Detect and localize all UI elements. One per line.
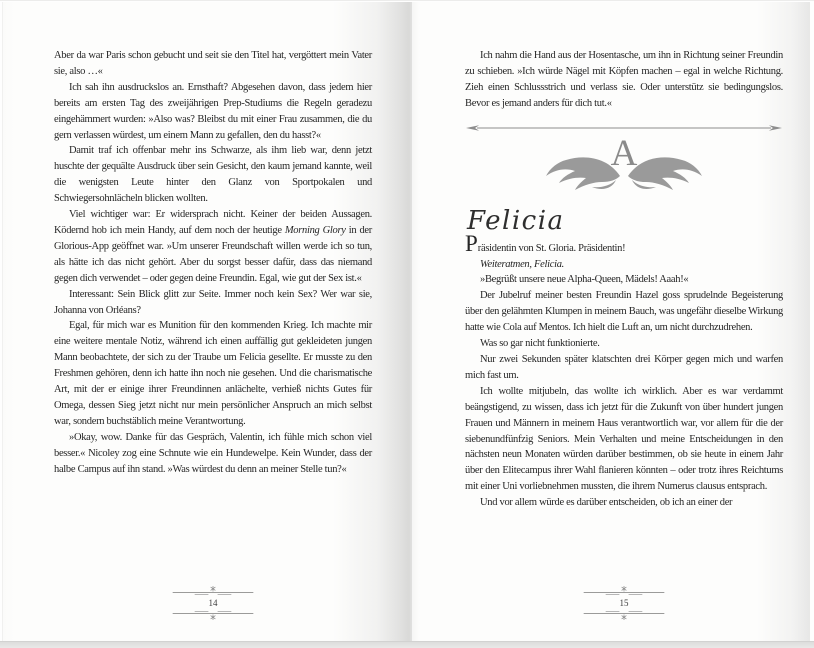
right-page-body xyxy=(465,257,783,512)
right-page-text xyxy=(465,48,783,511)
paragraph: Viel wichtiger war: Er widersprach nicht. Keiner der beiden Aussagen. Ködernd hob ich mein Handy, auf dem noch der heutige Morning Glory in der Glorious-App geöffnet war. »Um unserer Freundschaft willen werde ich so tun, als hätte ich das nicht gehört. Aber du sorgst besser dafür, dass das niemand gegen dich verwendet – oder gegen deine Freundin. Egal, wie gut der Sex ist.« xyxy=(54,209,372,284)
paragraph: Weiteratmen, Felicia. xyxy=(480,258,564,270)
chapter-heading: Felicia xyxy=(467,205,565,236)
paragraph: »Begrüßt unsere neue Alpha-Queen, Mädels! Aaah!« xyxy=(480,274,689,286)
paragraph: Ich sah ihn ausdruckslos an. Ernsthaft? Abgesehen davon, dass jedem hier bereits am ersten Tag des zweijährigen Prep-Studiums die Regeln geradezu eingehämmert wurden: »Also was? Bleibst du mit einer Frau zusammen, die du gern verlassen würdest, um einem Mann zu gefallen, den du hasst?« xyxy=(54,81,372,141)
arrow-rule-icon xyxy=(465,124,783,132)
drop-cap: P xyxy=(465,230,478,256)
left-page-text xyxy=(54,48,372,477)
chapter-letter: A xyxy=(610,132,638,174)
page-right xyxy=(412,2,810,641)
page-number: 14 xyxy=(208,598,218,608)
page-number-right xyxy=(465,586,783,620)
page-number-left xyxy=(54,586,372,620)
flourish-icon xyxy=(165,609,261,620)
page-left xyxy=(2,2,413,641)
opening-text: räsidentin von St. Gloria. Präsidentin! xyxy=(477,242,626,254)
opening-paragraph xyxy=(465,230,783,257)
paragraph: Egal, für mich war es Munition für den kommenden Krieg. Ich machte mir eine weitere mentale Notiz, während ich einen auffällig gut gekleideten jungen Mann beobachtete, der sich zu der Traube um Felicia gesellte. Er musste zu den Freshmen gehören, denn ich hatte ihn noch nie gesehen. Und die charismatische Art, mit der er einige ihrer Freundinnen anlächelte, verhieß nichts Gutes für Omega, dessen Sieg jetzt nicht nur mein persönlicher Anspruch an mich selbst war, sondern buchstäblich meine Verantwortung. xyxy=(54,320,372,427)
paragraph: »Okay, wow. Danke für das Gespräch, Valentin, ich fühle mich schon viel besser.« Nicoley zog eine Schnute wie ein Hundewelpe. Kein Wunder, dass der halbe Campus auf ihn stand. »Was würdest du denn an meiner Stelle tun?« xyxy=(54,431,372,475)
flourish-icon xyxy=(576,586,672,597)
page-number: 15 xyxy=(619,598,629,608)
paragraph: Interessant: Sein Blick glitt zur Seite. Immer noch kein Sex? Wer war sie, Johanna von Orléans? xyxy=(54,288,372,316)
paragraph: Was so gar nicht funktionierte. xyxy=(480,338,600,350)
book-bottom-edge xyxy=(0,641,814,648)
chapter-ornament xyxy=(465,132,783,198)
paragraph: Ich nahm die Hand aus der Hosentasche, um ihn in Richtung seiner Freundin zu schieben. »Ich würde Nägel mit Köpfen machen – egal in welche Richtung. Zieh einen Schlussstrich und verlass sie. Oder unterstütz sie bedingungslos. Bevor es jemand anders für dich tut.« xyxy=(465,50,783,109)
flourish-icon xyxy=(576,609,672,620)
section-divider xyxy=(465,124,783,132)
paragraph: Nur zwei Sekunden später klatschten drei Körper gegen mich und warfen mich fast um. xyxy=(465,353,783,381)
paragraph: Damit traf ich offenbar mehr ins Schwarze, als ihm lieb war, denn jetzt huschte der gequälte Ausdruck über sein Gesicht, den kaum jemand kannte, weil die wenigsten Leute hinter den Glanz von Sportpokalen und Schwiegersohnlächeln blicken wollten. xyxy=(54,145,372,205)
right-page-intro xyxy=(465,48,783,112)
paragraph: Und vor allem würde es darüber entscheiden, ob ich an einer der xyxy=(480,497,733,509)
paragraph: Ich wollte mitjubeln, das wollte ich wirklich. Aber es war verdammt beängstigend, zu wissen, dass ich jetzt für die Zukunft von über hundert jungen Frauen und Männern in meinem Haus verantwortlich war, vor allem für die der siebenundfünfzig Seniors. Mein Verhalten und meine Entscheidungen in den nächsten neun Monaten würden darüber bestimmen, ob sie heute in einem Jahr über den Elitecampus ihrer Wahl flanieren könnten – oder trotz ihres Reichtums mit einer Uni vorliebnehmen mussten, die ihrem Numerus clausus entsprach. xyxy=(465,385,783,493)
paragraph: Aber da war Paris schon gebucht und seit sie den Titel hat, vergöttert mein Vater sie, also …« xyxy=(54,50,372,77)
paragraph: Der Jubelruf meiner besten Freundin Hazel goss sprudelnde Begeisterung über den gelähmten Klumpen in meinem Bauch, was ungefähr dieselbe Wirkung hatte wie Cola auf Mentos. Ich hielt die Luft an, um nicht durchzudrehen. xyxy=(465,290,783,334)
flourish-icon xyxy=(165,586,261,597)
